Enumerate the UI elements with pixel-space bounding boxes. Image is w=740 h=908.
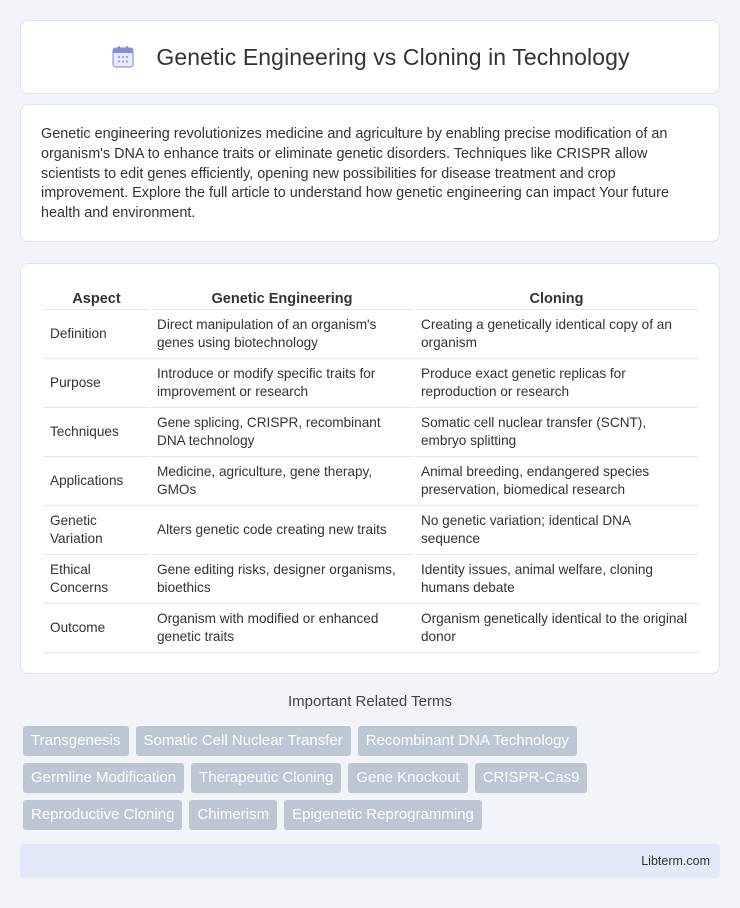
table-row xyxy=(44,457,698,506)
intro-card xyxy=(20,104,720,242)
footer-brand-link[interactable]: Libterm.com xyxy=(641,854,710,868)
comparison-table-card xyxy=(20,263,720,674)
table-header-row xyxy=(44,284,698,310)
tag-chimerism[interactable]: Chimerism xyxy=(189,800,277,830)
tag-somatic-cell-nuclear-transfer[interactable]: Somatic Cell Nuclear Transfer xyxy=(136,726,351,756)
tag-therapeutic-cloning[interactable]: Therapeutic Cloning xyxy=(191,763,341,793)
genetic-engineering-cell: Gene splicing, CRISPR, recombinant DNA technology xyxy=(151,408,413,457)
header-genetic-engineering: Genetic Engineering xyxy=(151,284,413,310)
genetic-engineering-cell: Direct manipulation of an organism's genes using biotechnology xyxy=(151,310,413,359)
table-row xyxy=(44,555,698,604)
table-row xyxy=(44,604,698,653)
comparison-table xyxy=(42,284,700,653)
tag-epigenetic-reprogramming[interactable]: Epigenetic Reprogramming xyxy=(284,800,482,830)
genetic-engineering-cell: Organism with modified or enhanced genetic traits xyxy=(151,604,413,653)
cloning-cell: Identity issues, animal welfare, cloning humans debate xyxy=(415,555,698,604)
cloning-cell: No genetic variation; identical DNA sequence xyxy=(415,506,698,555)
aspect-cell: Genetic Variation xyxy=(44,506,149,555)
aspect-cell: Techniques xyxy=(44,408,149,457)
tag-row xyxy=(23,800,723,830)
table-row xyxy=(44,408,698,457)
cloning-cell: Somatic cell nuclear transfer (SCNT), embryo splitting xyxy=(415,408,698,457)
cloning-cell: Creating a genetically identical copy of an organism xyxy=(415,310,698,359)
aspect-cell: Outcome xyxy=(44,604,149,653)
related-terms-list xyxy=(23,726,723,837)
cloning-cell: Produce exact genetic replicas for reproduction or research xyxy=(415,359,698,408)
intro-text: Genetic engineering revolutionizes medicine and agriculture by enabling precise modification of an organism's DNA to enhance traits or eliminate genetic disorders. Techniques like CRISPR allow scientists to edit genes efficiently, opening new possibilities for disease treatment and crop improvement. Explore the full article to understand how genetic engineering can impact Your future health and environment. xyxy=(41,126,669,222)
genetic-engineering-cell: Gene editing risks, designer organisms, bioethics xyxy=(151,555,413,604)
tag-recombinant-dna-technology[interactable]: Recombinant DNA Technology xyxy=(358,726,577,756)
aspect-cell: Definition xyxy=(44,310,149,359)
genetic-engineering-cell: Introduce or modify specific traits for improvement or research xyxy=(151,359,413,408)
calendar-icon xyxy=(110,44,136,70)
aspect-cell: Ethical Concerns xyxy=(44,555,149,604)
tag-transgenesis[interactable]: Transgenesis xyxy=(23,726,129,756)
tag-gene-knockout[interactable]: Gene Knockout xyxy=(348,763,467,793)
table-row xyxy=(44,310,698,359)
tag-row xyxy=(23,763,723,793)
tag-germline-modification[interactable]: Germline Modification xyxy=(23,763,184,793)
genetic-engineering-cell: Medicine, agriculture, gene therapy, GMOs xyxy=(151,457,413,506)
related-terms-title: Important Related Terms xyxy=(288,693,452,710)
tag-reproductive-cloning[interactable]: Reproductive Cloning xyxy=(23,800,182,830)
header-aspect: Aspect xyxy=(44,284,149,310)
header-cloning: Cloning xyxy=(415,284,698,310)
footer xyxy=(20,844,720,878)
page-title: Genetic Engineering vs Cloning in Technology xyxy=(156,43,630,70)
table-row xyxy=(44,506,698,555)
aspect-cell: Applications xyxy=(44,457,149,506)
header-card xyxy=(20,20,720,94)
genetic-engineering-cell: Alters genetic code creating new traits xyxy=(151,506,413,555)
cloning-cell: Organism genetically identical to the original donor xyxy=(415,604,698,653)
table-row xyxy=(44,359,698,408)
tag-crispr-cas9[interactable]: CRISPR-Cas9 xyxy=(475,763,588,793)
tag-row xyxy=(23,726,723,756)
cloning-cell: Animal breeding, endangered species preservation, biomedical research xyxy=(415,457,698,506)
aspect-cell: Purpose xyxy=(44,359,149,408)
